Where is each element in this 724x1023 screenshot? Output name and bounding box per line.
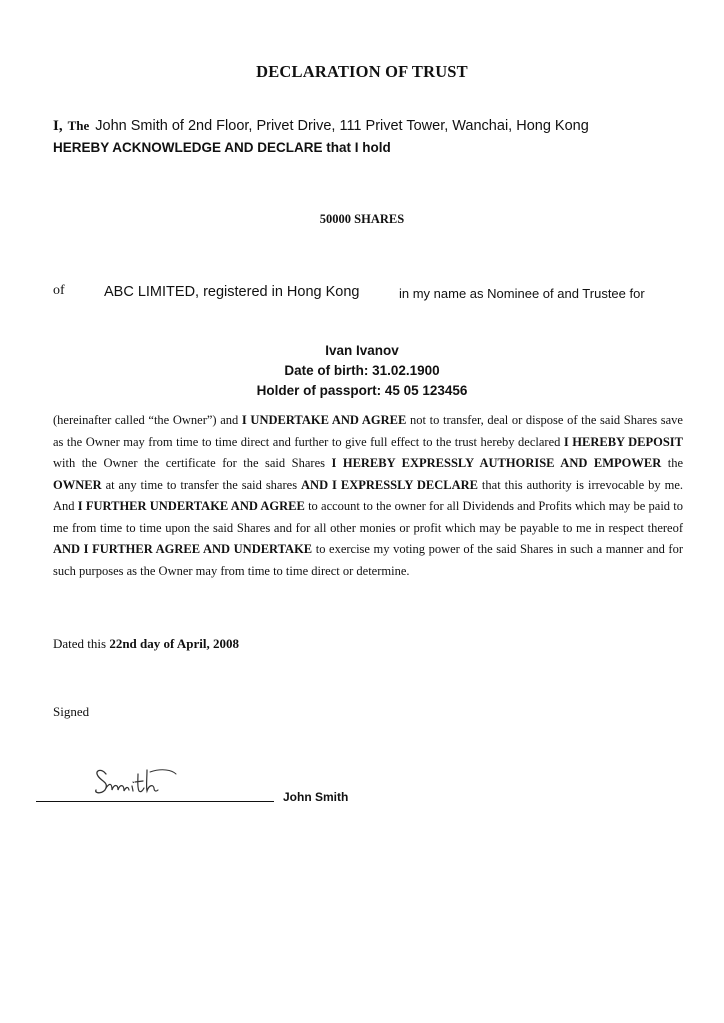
handwritten-signature — [92, 760, 182, 804]
acknowledge-statement: HEREBY ACKNOWLEDGE AND DECLARE that I hold — [53, 140, 391, 155]
owner-name: Ivan Ivanov — [325, 343, 399, 358]
the-label: The — [67, 118, 90, 133]
terms-text: to account to the owner for all Dividends and Profits which may be paid to me from time to time upon the said Shares and for all other monies or profit which may be payable to me in respect thereof — [53, 499, 683, 535]
terms-text: at any time to transfer the said shares — [101, 477, 302, 492]
terms-bold: I HEREBY DEPOSIT — [563, 434, 683, 449]
signed-label: Signed — [53, 704, 90, 719]
terms-bold: AND I EXPRESSLY DECLARE — [301, 477, 478, 492]
terms-text: not to transfer, deal or dispose of the said Shares save as the Owner may from time to time direct and further to give full effect to the trust hereby declared — [53, 413, 683, 449]
dated-prefix: Dated this — [53, 636, 110, 651]
signer-name: John Smith — [283, 790, 349, 804]
dated-line — [53, 636, 239, 652]
terms-text: that this authority is irrevocable by me. And — [53, 477, 684, 513]
terms-bold: I FURTHER UNDERTAKE AND AGREE — [77, 499, 305, 513]
dated-date: 22nd day of April, 2008 — [109, 636, 239, 651]
terms-bold: I HEREBY EXPRESSLY AUTHORISE AND EMPOWER — [331, 456, 662, 470]
terms-text: (hereinafter called “the Owner”) and — [53, 413, 242, 427]
document-title: DECLARATION OF TRUST — [256, 62, 468, 81]
of-label: of — [53, 283, 65, 298]
owner-date-of-birth: Date of birth: 31.02.1900 — [284, 363, 440, 378]
signature-line — [36, 801, 274, 802]
terms-bold: OWNER — [53, 477, 102, 492]
company-name: ABC LIMITED, registered in Hong Kong — [104, 284, 360, 300]
trust-terms-paragraph — [53, 410, 683, 582]
declarant-line — [53, 118, 589, 135]
owner-passport: Holder of passport: 45 05 123456 — [256, 383, 468, 398]
i-label: I, — [53, 118, 63, 134]
shares-amount: 50000 SHARES — [319, 212, 405, 226]
terms-bold: I UNDERTAKE AND AGREE — [241, 413, 407, 427]
nominee-text: in my name as Nominee of and Trustee for — [399, 286, 645, 301]
terms-bold: AND I FURTHER AGREE AND UNDERTAKE — [53, 542, 313, 556]
terms-text: to exercise my voting power of the said Shares in such a manner and for such purposes as the Owner may from time to time direct or determine. — [53, 542, 684, 578]
terms-text: with the Owner the certificate for the said Shares — [53, 456, 332, 470]
declarant-name-address: John Smith of 2nd Floor, Privet Drive, 111 Privet Tower, Wanchai, Hong Kong — [95, 118, 589, 134]
terms-text: the — [661, 456, 683, 470]
